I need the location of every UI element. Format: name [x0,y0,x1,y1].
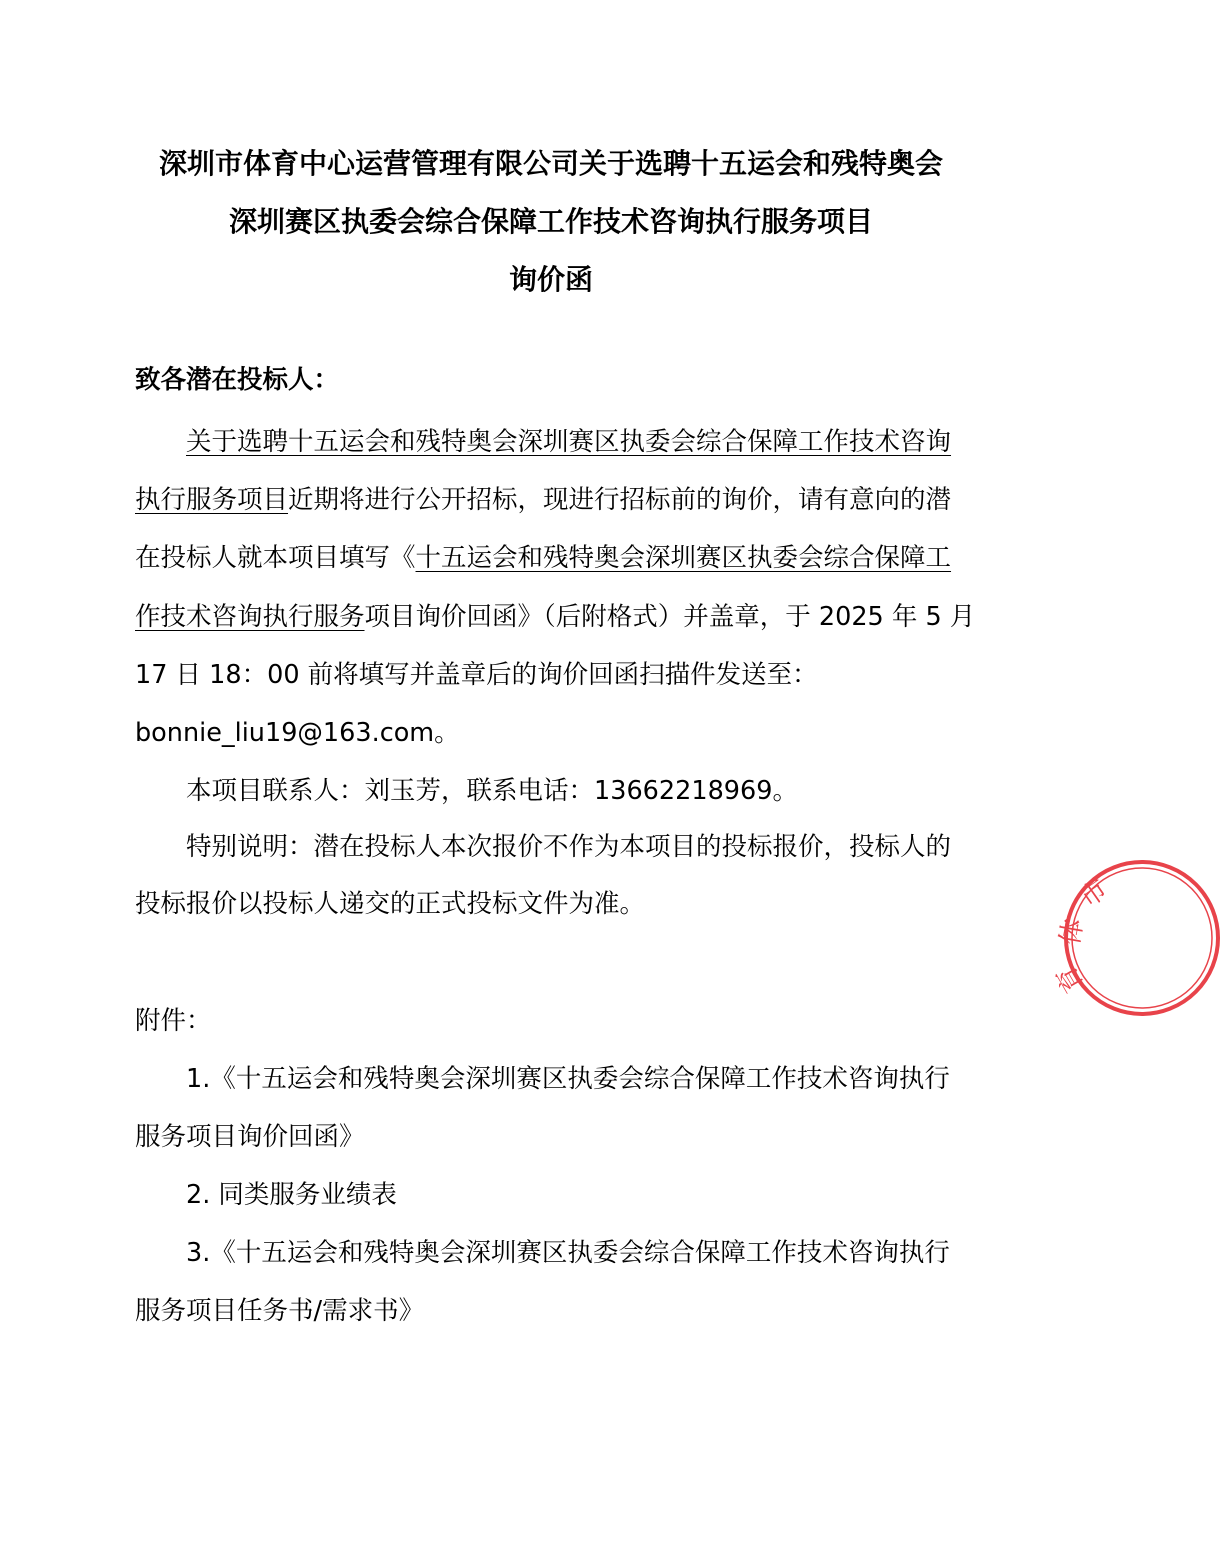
attachment-1-line-1: 1.《十五运会和残特奥会深圳赛区执委会综合保障工作技术咨询执行 [186,1064,950,1094]
body-line-4 [135,600,975,634]
seal-char-2: 体 [1055,916,1090,948]
body-line-3-text: 在投标人就本项目填写《 [135,543,416,573]
seal-char-1: 市 [1074,874,1114,914]
email-address: bonnie_liu19@163.com。 [135,718,460,748]
note-line-1: 特别说明：潜在投标人本次报价不作为本项目的投标报价，投标人的 [186,832,952,862]
reply-form-name-cont: 作技术咨询执行服务 [135,602,365,632]
note-line-2: 投标报价以投标人递交的正式投标文件为准。 [135,889,646,919]
title-line-2: 深圳赛区执委会综合保障工作技术咨询执行服务项目 [228,205,873,238]
attachment-3-line-1: 3.《十五运会和残特奥会深圳赛区执委会综合保障工作技术咨询执行 [186,1238,950,1268]
salutation: 致各潜在投标人： [135,365,340,395]
attachment-1-line-2: 服务项目询价回函》 [135,1122,365,1152]
body-line-5: 17 日 18：00 前将填写并盖章后的询价回函扫描件发送至： [135,660,818,690]
seal-char-3: 育 [1051,959,1091,998]
attachment-2: 2. 同类服务业绩表 [186,1180,397,1210]
body-line-1 [186,425,951,459]
title-line-3: 询价函 [508,263,593,296]
attachments-heading: 附件： [135,1006,212,1036]
body-line-3 [135,541,951,575]
title-line-1: 深圳市体育中心运营管理有限公司关于选聘十五运会和残特奥会 [158,147,943,180]
company-seal-stamp [1051,858,1222,1018]
project-name-link: 关于选聘十五运会和残特奥会深圳赛区执委会综合保障工作技术咨询 [186,427,952,457]
body-line-2-text: 近期将进行公开招标，现进行招标前的询价，请有意向的潜 [288,485,952,515]
project-name-link-cont: 执行服务项目 [135,485,289,515]
body-line-4-text: 项目询价回函》（后附格式）并盖章，于 2025 年 5 月 [364,602,976,632]
attachment-3-line-2: 服务项目任务书/需求书》 [135,1296,425,1326]
reply-form-name: 十五运会和残特奥会深圳赛区执委会综合保障工 [415,543,952,573]
body-line-2 [135,483,951,517]
contact-info: 本项目联系人：刘玉芳，联系电话：13662218969。 [186,776,798,806]
